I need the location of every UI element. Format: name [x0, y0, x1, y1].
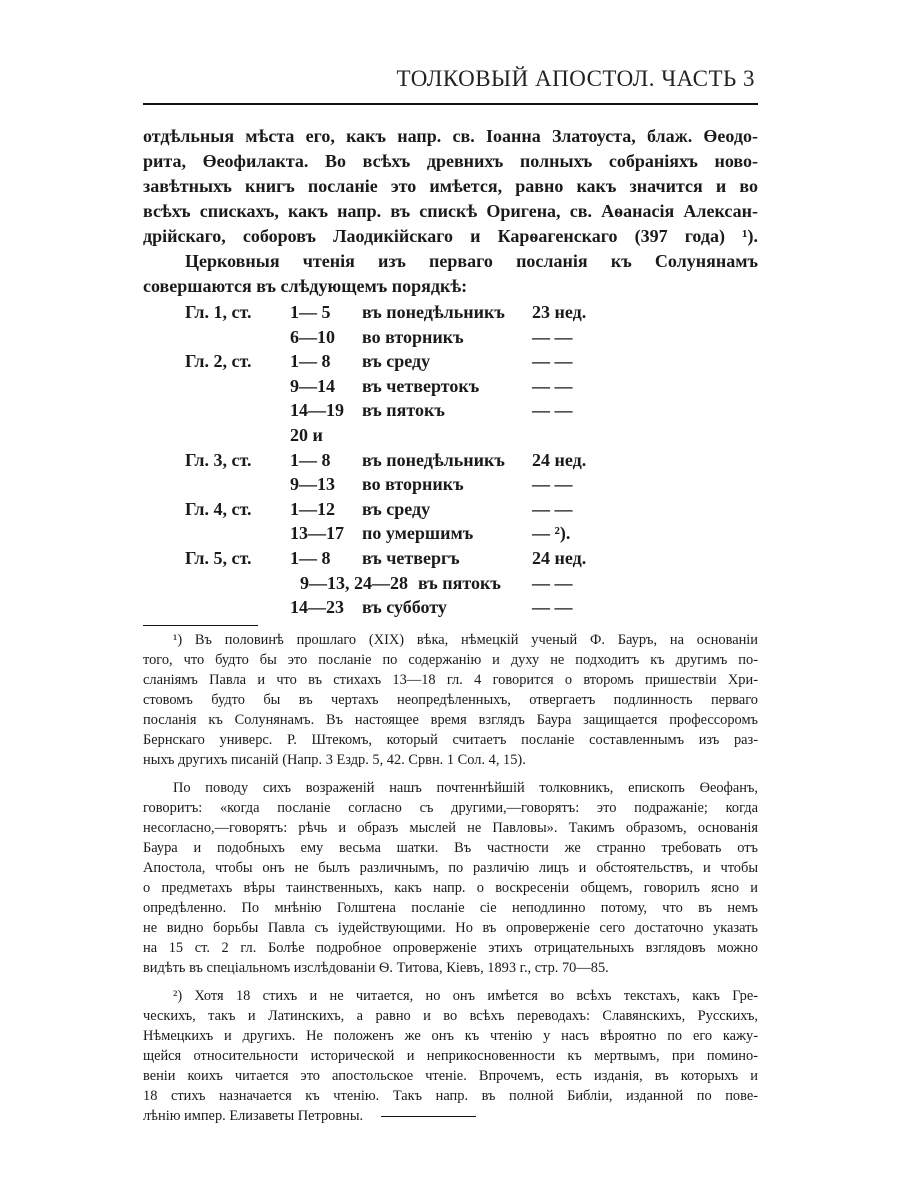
schedule-verses: 6—10: [290, 326, 335, 347]
main-text: [143, 124, 758, 299]
footnote-line: Апостола, чтобы онъ не былъ различнымъ, по различію лицъ и обстоятельствъ, и чтобы: [143, 860, 758, 876]
footnote-line: того, что будто бы это посланіе по содержанію и духу не подходитъ къ другимъ по-: [143, 652, 758, 668]
schedule-chapter: Гл. 5, ст.: [185, 547, 252, 568]
footnote-line: о предметахъ вѣры таинственныхъ, какъ напр. о воскресеніи общемъ, говорилъ ясно и: [143, 880, 758, 896]
footnote-line: 18 стихъ назначается къ чтенію. Такъ напр. въ полной Библіи, изданной по пове-: [143, 1088, 758, 1104]
schedule-day: во вторникъ: [362, 474, 464, 495]
schedule-week: — —: [532, 572, 573, 593]
schedule-row: [0, 497, 900, 522]
schedule-verses: 13—17: [290, 523, 344, 544]
schedule-row: [0, 521, 900, 546]
schedule-verses: 1— 8: [290, 351, 331, 372]
schedule-row: [0, 448, 900, 473]
footnote-line: сланіямъ Павла и что въ стихахъ 13—18 гл. 4 говорится о второмъ пришествіи Хри-: [143, 672, 758, 688]
schedule-row: [0, 325, 900, 350]
footnote-line: не видно борьбы Павла съ іудействующими. Но въ опроверженіе сего достаточно указать: [143, 920, 758, 936]
reading-schedule: [0, 300, 900, 620]
footnote-line: лѣнію импер. Елизаветы Петровны.: [143, 1108, 364, 1124]
schedule-chapter: Гл. 2, ст.: [185, 351, 252, 372]
schedule-day: въ четвергъ: [362, 547, 460, 568]
schedule-verses: 1— 8: [290, 547, 331, 568]
schedule-chapter: Гл. 1, ст.: [185, 302, 252, 322]
footnote-line: стовомъ будто бы въ чертахъ неопредѣленныхъ, отвергаетъ подлинность перваго: [143, 692, 758, 708]
schedule-row: [0, 349, 900, 374]
end-rule: [381, 1116, 476, 1117]
footnote-line: веніи коихъ читается это апостольское чтеніе. Впрочемъ, есть изданія, въ которыхъ и: [143, 1068, 758, 1084]
running-header: ТОЛКОВЫЙ АПОСТОЛ. ЧАСТЬ 3: [396, 66, 755, 91]
footnote-line: Баура и подобныхъ ему весьма шатки. Въ частности же странно требовать отъ: [143, 840, 758, 856]
body-line: совершаются въ слѣдующемъ порядкѣ:: [143, 276, 468, 296]
schedule-day: въ среду: [362, 351, 431, 372]
schedule-week: — —: [532, 375, 573, 396]
footnote-line: говоритъ: «когда посланіе согласно съ другими,—говорятъ: это подражаніе; когда: [143, 800, 758, 816]
footnote-line: ²) Хотя 18 стихъ и не читается, но онъ имѣется во всѣхъ текстахъ, какъ Гре-: [173, 988, 758, 1004]
body-line: всѣхъ спискахъ, какъ напр. въ спискѣ Оригена, св. Аѳанасія Алексан-: [143, 201, 758, 221]
schedule-day: въ четвертокъ: [362, 375, 480, 396]
schedule-day: по умершимъ: [362, 523, 474, 544]
schedule-row: [0, 472, 900, 497]
schedule-row: [0, 300, 900, 325]
body-line: отдѣльныя мѣста его, какъ напр. св. Іоанна Златоуста, блаж. Өеодо-: [143, 126, 758, 146]
schedule-week: — —: [532, 498, 573, 519]
schedule-row: [0, 595, 900, 620]
footnote-line: на 15 ст. 2 гл. Болѣе подробное опроверженіе этихъ отрицательныхъ взглядовъ можно: [143, 940, 758, 956]
schedule-row: [0, 423, 900, 448]
schedule-day: въ среду: [362, 498, 431, 519]
schedule-week: — —: [532, 597, 573, 618]
schedule-week: 23 нед.: [532, 302, 587, 322]
schedule-day: въ пятокъ: [362, 400, 445, 421]
schedule-chapter: Гл. 3, ст.: [185, 449, 252, 470]
body-line: дрійскаго, соборовъ Лаодикійскаго и Карѳагенскаго (397 года) ¹).: [143, 226, 758, 246]
footnote-line: Бернскаго универс. Р. Штекомъ, который считаетъ посланіе составленнымъ изъ раз-: [143, 732, 758, 748]
schedule-week: — —: [532, 474, 573, 495]
schedule-week: 24 нед.: [532, 547, 587, 568]
footnote-line: видѣть въ спеціальномъ изслѣдованіи Ѳ. Титова, Кіевъ, 1893 г., стр. 70—85.: [143, 960, 609, 976]
body-line: рита, Өеофилакта. Во всѣхъ древнихъ полныхъ собраніяхъ ново-: [143, 151, 758, 171]
schedule-week: 24 нед.: [532, 449, 587, 470]
footnote-line: Нѣмецкихъ и другихъ. Не положенъ же онъ къ чтенію у насъ вѣроятно по его кажу-: [143, 1028, 758, 1044]
footnote-line: несогласно,—говорятъ: рѣчь и образъ мыслей не Павловы». Такимъ образомъ, основанія: [143, 820, 758, 836]
schedule-week: — —: [532, 400, 573, 421]
footnote-last-line: [143, 1106, 758, 1126]
schedule-verses: 1—12: [290, 498, 335, 519]
schedule-week: — ²).: [532, 523, 571, 544]
schedule-row: [0, 571, 900, 596]
schedule-verses: 14—19: [290, 400, 344, 421]
body-line: завѣтныхъ книгъ посланіе это имѣется, равно какъ значится и во: [143, 176, 758, 196]
schedule-day: во вторникъ: [362, 326, 464, 347]
schedule-week: — —: [532, 351, 573, 372]
schedule-row: [0, 546, 900, 571]
footnote-line: щейся относительности исторической и неприкосновенности къ мертвымъ, при помино-: [143, 1048, 758, 1064]
schedule-verses: 9—13: [290, 474, 335, 495]
footnote-rule: [143, 625, 258, 626]
schedule-day: въ пятокъ: [418, 572, 501, 593]
footnotes: [143, 630, 758, 1126]
schedule-verses: 1— 5: [290, 302, 331, 322]
footnote-line: ныхъ другихъ писаній (Напр. 3 Ездр. 5, 42. Срвн. 1 Сол. 4, 15).: [143, 752, 526, 768]
schedule-day: въ понедѣльникъ: [362, 449, 505, 470]
schedule-row: [0, 374, 900, 399]
footnote-line: опредѣленно. По мнѣнію Голштена посланіе сіе неподлинно потому, что въ немъ: [143, 900, 758, 916]
schedule-verses: 20 и: [290, 424, 323, 445]
footnote-line: По поводу сихъ возраженій нашъ почтеннѣйшій толковникъ, епископъ Өеофанъ,: [173, 780, 758, 796]
body-line: Церковныя чтенія изъ перваго посланія къ Солунянамъ: [185, 251, 758, 271]
schedule-row: [0, 398, 900, 423]
schedule-verses: 1— 8: [290, 449, 331, 470]
schedule-verses: 14—23: [290, 597, 344, 618]
schedule-verses: 9—13, 24—28: [300, 572, 408, 593]
schedule-day: въ понедѣльникъ: [362, 302, 505, 322]
schedule-day: въ субботу: [362, 597, 447, 618]
schedule-week: — —: [532, 326, 573, 347]
footnote-line: ческихъ, такъ и Латинскихъ, а равно и во всѣхъ переводахъ: Славянскихъ, Русскихъ,: [143, 1008, 758, 1024]
schedule-chapter: Гл. 4, ст.: [185, 498, 252, 519]
schedule-verses: 9—14: [290, 375, 335, 396]
footnote-line: посланія къ Солунянамъ. Въ настоящее время взглядъ Баура защищается профессоромъ: [143, 712, 758, 728]
header-rule: [143, 103, 758, 105]
footnote-line: ¹) Въ половинѣ прошлаго (XIX) вѣка, нѣмецкій ученый Ф. Бауръ, на основаніи: [173, 632, 758, 648]
